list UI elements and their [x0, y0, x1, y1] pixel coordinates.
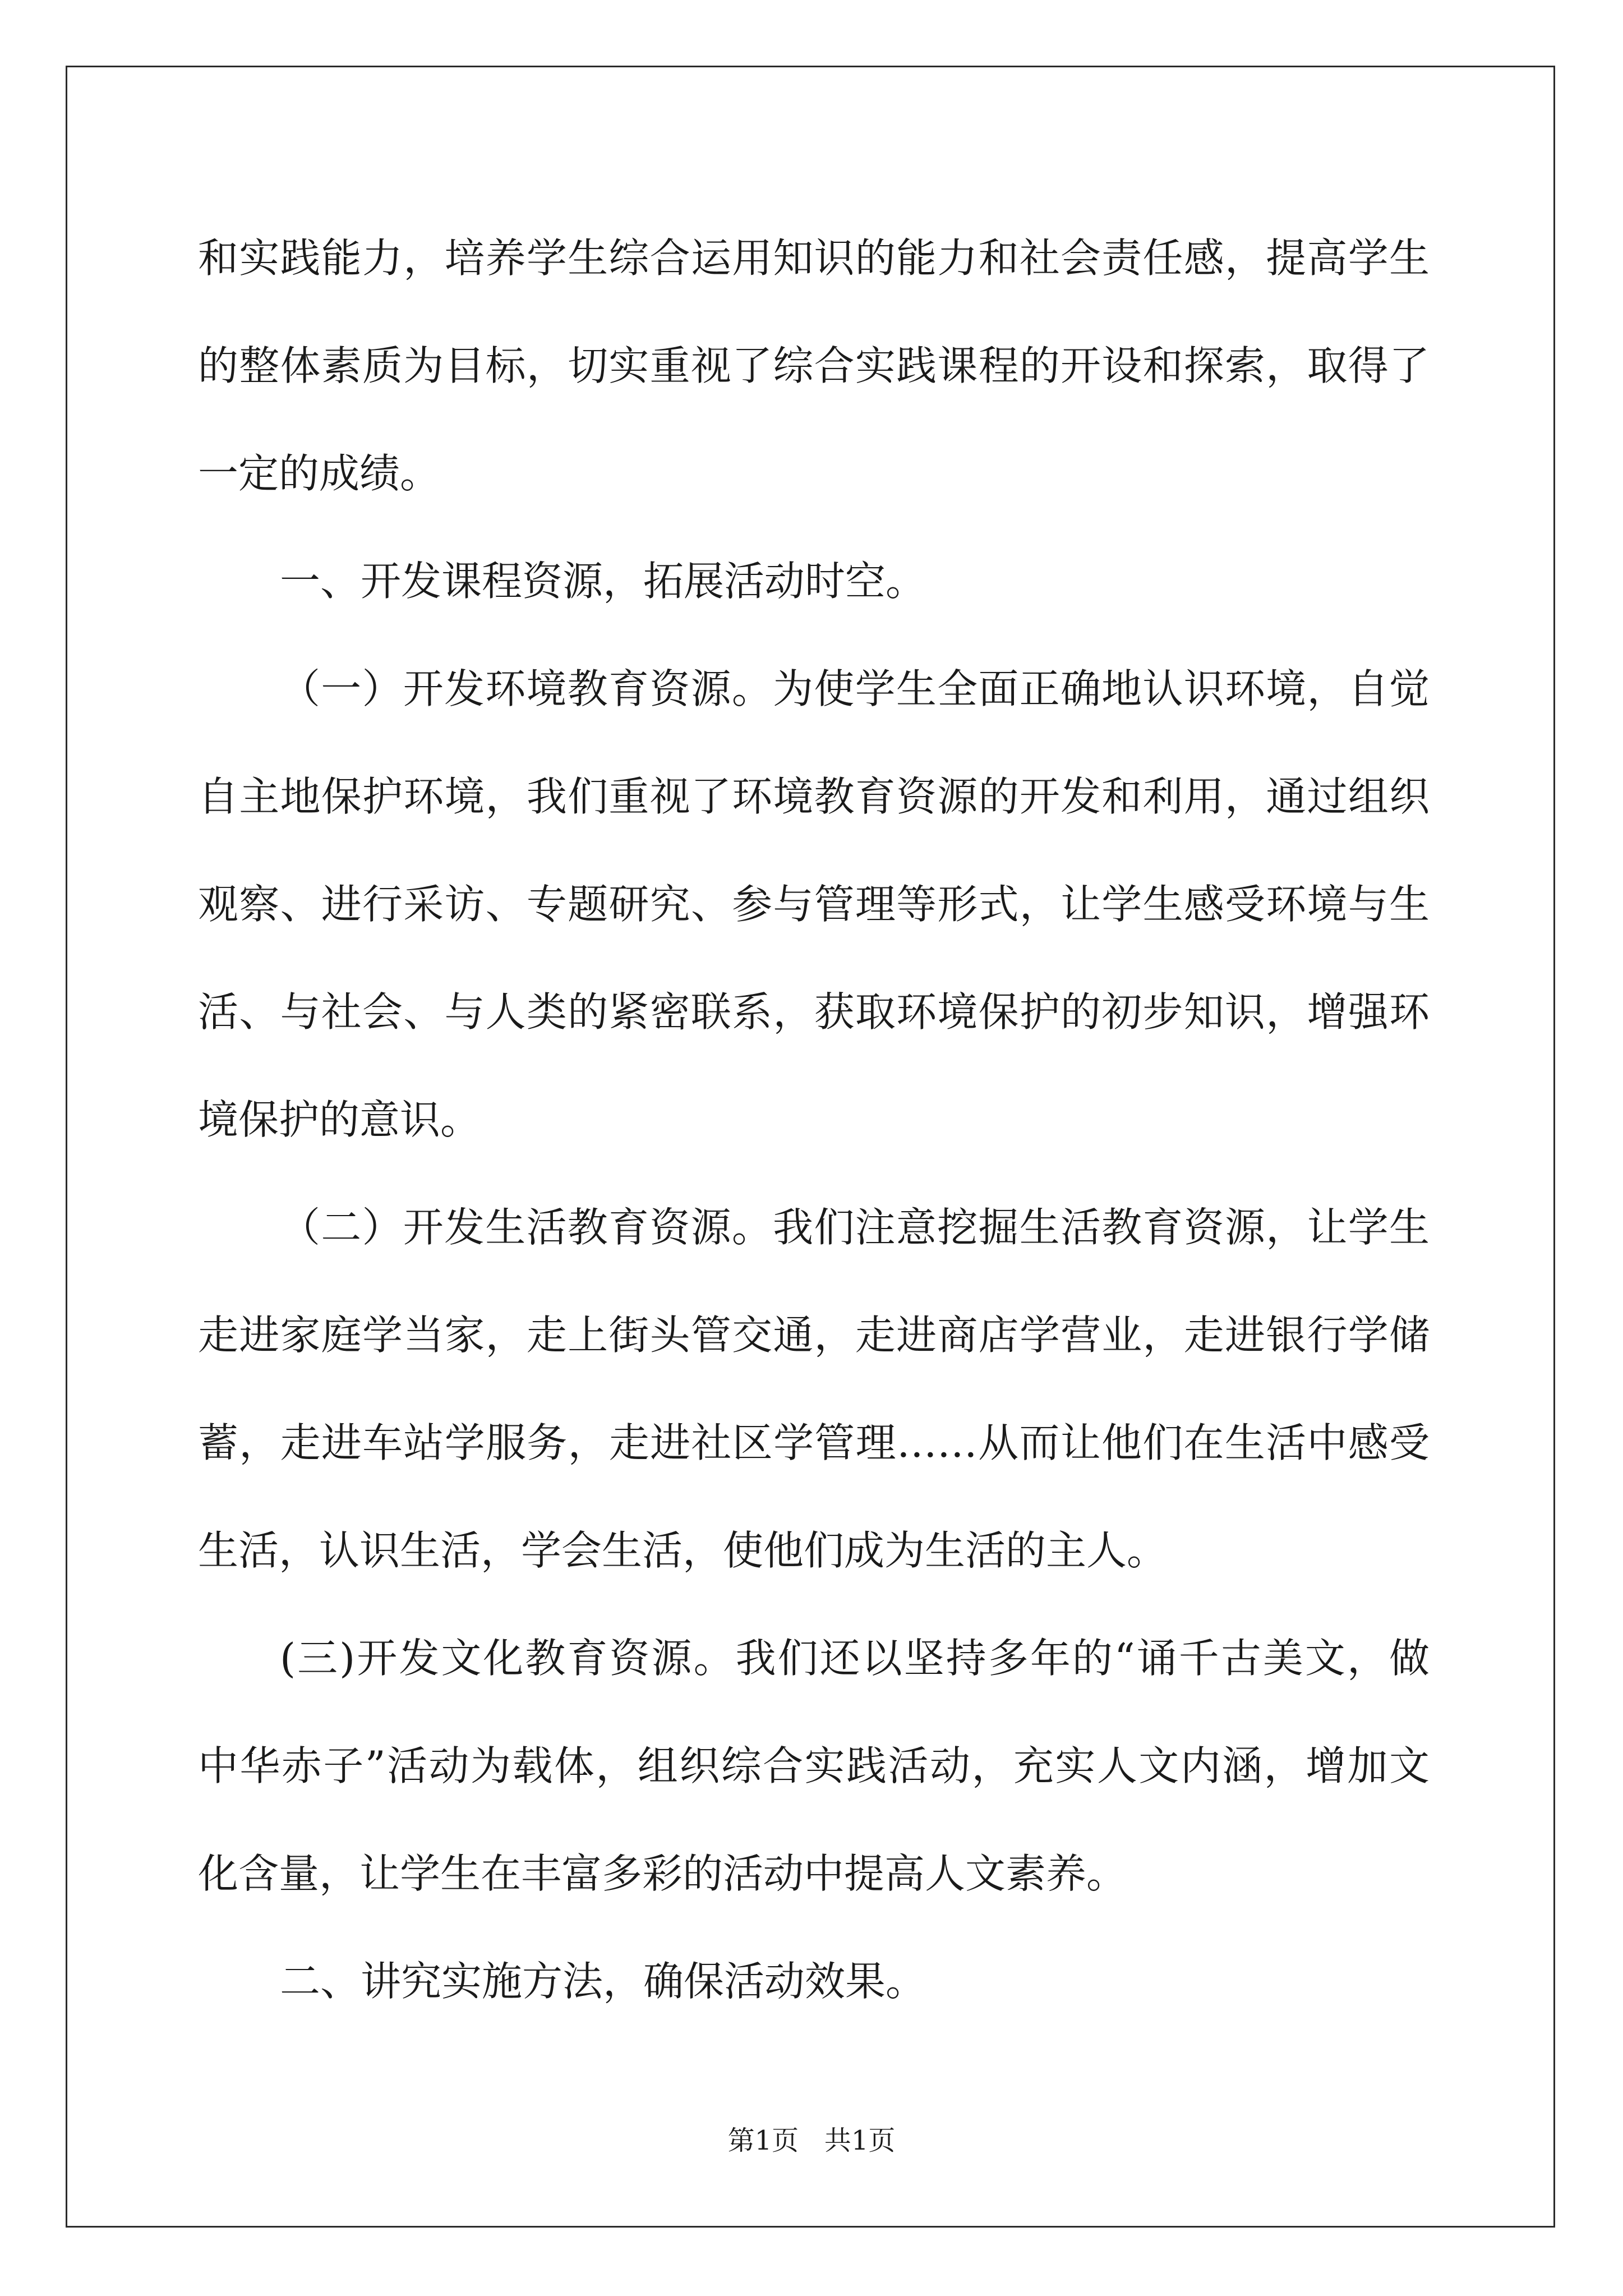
text-line: （一）开发环境教育资源。为使学生全面正确地认识环境，自觉	[280, 665, 1430, 712]
text-line: 的整体素质为目标，切实重视了综合实践课程的开设和探索，取得了	[198, 342, 1430, 389]
text-line: 化含量，让学生在丰富多彩的活动中提高人文素养。	[198, 1850, 1127, 1897]
text-line: 境保护的意识。	[198, 1096, 481, 1143]
page-number: 第1页	[727, 2125, 799, 2156]
document-body	[198, 204, 1430, 2035]
text-line: 一定的成绩。	[198, 450, 441, 497]
text-line: 二、讲究实施方法，确保活动效果。	[280, 1958, 926, 2005]
text-line: （二）开发生活教育资源。我们注意挖掘生活教育资源，让学生	[280, 1204, 1430, 1251]
text-line: 观察、进行采访、专题研究、参与管理等形式，让学生感受环境与生	[198, 881, 1430, 928]
page-footer	[0, 2124, 1623, 2157]
footer-spacer	[799, 2125, 824, 2156]
text-line: 活、与社会、与人类的紧密联系，获取环境保护的初步知识，增强环	[198, 988, 1430, 1036]
text-line: 中华赤子”活动为载体，组织综合实践活动，充实人文内涵，增加文	[198, 1742, 1430, 1789]
text-line: 蓄，走进车站学服务，走进社区学管理……从而让他们在生活中感受	[198, 1419, 1430, 1466]
text-line: 和实践能力，培养学生综合运用知识的能力和社会责任感，提高学生	[198, 234, 1430, 282]
text-line: 自主地保护环境，我们重视了环境教育资源的开发和利用，通过组织	[198, 773, 1430, 820]
text-line: 生活，认识生活，学会生活，使他们成为生活的主人。	[198, 1527, 1168, 1574]
page-total: 共1页	[824, 2125, 896, 2156]
text-line: 一、开发课程资源，拓展活动时空。	[280, 558, 926, 605]
text-line: (三)开发文化教育资源。我们还以坚持多年的“诵千古美文，做	[280, 1635, 1430, 1682]
text-line: 走进家庭学当家，走上街头管交通，走进商店学营业，走进银行学储	[198, 1312, 1430, 1359]
